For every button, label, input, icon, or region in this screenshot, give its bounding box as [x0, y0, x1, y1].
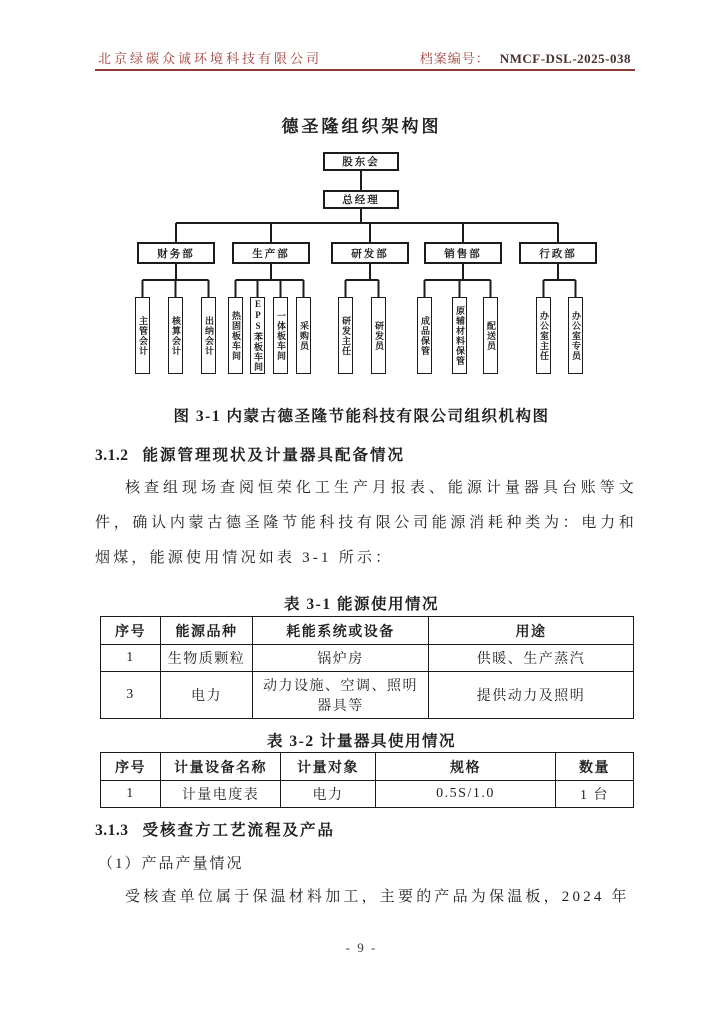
- table2-header-device: 计量设备名称: [161, 753, 281, 781]
- orgchart-role-panel-workshop: 一体板车间: [273, 297, 288, 374]
- orgchart-dept-production: 生产部: [232, 242, 310, 264]
- orgchart-role-rnd-staff: 研发员: [371, 297, 386, 374]
- archive-number: NMCF-DSL-2025-038: [499, 51, 631, 66]
- orgchart-role-cashier: 出纳会计: [201, 297, 216, 374]
- orgchart-role-office-specialist: 办公室专员: [568, 297, 583, 374]
- archive-label: 档案编号：: [419, 51, 490, 66]
- table-header-row: [101, 753, 634, 781]
- page-number: - 9 -: [345, 940, 378, 955]
- table2-title: 表 3-2 计量器具使用情况: [267, 733, 456, 750]
- orgchart-dept-admin: 行政部: [519, 242, 597, 264]
- table1-cell: 电力: [161, 672, 253, 719]
- table2-cell: 1 台: [556, 781, 634, 808]
- table2-header-qty: 数量: [556, 753, 634, 781]
- table-row: [101, 781, 634, 808]
- paragraph-energy-overview: 核查组现场查阅恒荣化工生产月报表、能源计量器具台账等文件，确认内蒙古德圣隆节能科技有限公司能源消耗种类为：电力和烟煤，能源使用情况如表 3-1 所示：: [95, 480, 637, 566]
- orgchart-role-thermoset-workshop: 热固板车间: [228, 297, 243, 374]
- orgchart-role-eps-workshop: EPS苯板车间: [250, 297, 265, 374]
- orgchart-role-chief-accountant: 主管会计: [135, 297, 150, 374]
- orgchart-role-material-keeper: 原辅材料保管: [452, 297, 467, 374]
- table1-cell: 供暖、生产蒸汽: [429, 645, 634, 672]
- orgchart-role-purchaser: 采购员: [296, 297, 311, 374]
- orgchart-role-product-keeper: 成品保管: [417, 297, 432, 374]
- orgchart-role-rnd-director: 研发主任: [338, 297, 353, 374]
- table1-header-seq: 序号: [101, 617, 161, 645]
- table-energy-usage: [100, 616, 634, 719]
- header-archive: [420, 48, 631, 67]
- orgchart-role-distributor: 配送员: [483, 297, 498, 374]
- table2-cell: 电力: [281, 781, 376, 808]
- orgchart-dept-finance: 财务部: [137, 242, 215, 264]
- orgchart-node-general-manager: 总经理: [323, 190, 399, 209]
- table2-cell: 计量电度表: [161, 781, 281, 808]
- table1-header-purpose: 用途: [429, 617, 634, 645]
- table-row: [101, 645, 634, 672]
- table-metering-devices: [100, 752, 634, 808]
- table2-header-target: 计量对象: [281, 753, 376, 781]
- table1-cell: 生物质颗粒: [161, 645, 253, 672]
- header-rule: [95, 69, 635, 71]
- table-row: [101, 672, 634, 719]
- orgchart-dept-sales: 销售部: [424, 242, 502, 264]
- orgchart-role-accounting: 核算会计: [168, 297, 183, 374]
- subitem-product-output: （1）产品产量情况: [98, 856, 244, 872]
- paragraph-product-description: 受核查单位属于保温材料加工，主要的产品为保温板，2024 年: [125, 889, 630, 905]
- table1-cell: 动力设施、空调、照明器具等: [253, 672, 429, 719]
- orgchart-node-shareholders: 股东会: [323, 152, 399, 171]
- table1-cell: 提供动力及照明: [429, 672, 634, 719]
- table-header-row: [101, 617, 634, 645]
- orgchart: [95, 148, 635, 390]
- orgchart-title: 德圣隆组织架构图: [281, 117, 442, 136]
- orgchart-role-office-director: 办公室主任: [536, 297, 551, 374]
- table2-header-spec: 规格: [376, 753, 556, 781]
- table2-cell: 0.5S/1.0: [376, 781, 556, 808]
- table1-cell: 3: [101, 672, 161, 719]
- table1-cell: 1: [101, 645, 161, 672]
- table1-cell: 锅炉房: [253, 645, 429, 672]
- orgchart-dept-rnd: 研发部: [331, 242, 409, 264]
- section-number: 3.1.3: [95, 822, 129, 839]
- figure-caption: 图 3-1 内蒙古德圣隆节能科技有限公司组织机构图: [173, 408, 550, 425]
- section-heading-313: [95, 818, 335, 840]
- table1-header-energy-type: 能源品种: [161, 617, 253, 645]
- header-company-name: 北京绿碳众诚环境科技有限公司: [98, 51, 323, 66]
- section-title: 受核查方工艺流程及产品: [142, 822, 336, 839]
- table2-cell: 1: [101, 781, 161, 808]
- section-title: 能源管理现状及计量器具配备情况: [142, 447, 406, 464]
- table2-header-seq: 序号: [101, 753, 161, 781]
- section-number: 3.1.2: [95, 447, 129, 464]
- table1-header-system: 耗能系统或设备: [253, 617, 429, 645]
- section-heading-312: [95, 443, 405, 465]
- table1-title: 表 3-1 能源使用情况: [284, 596, 439, 613]
